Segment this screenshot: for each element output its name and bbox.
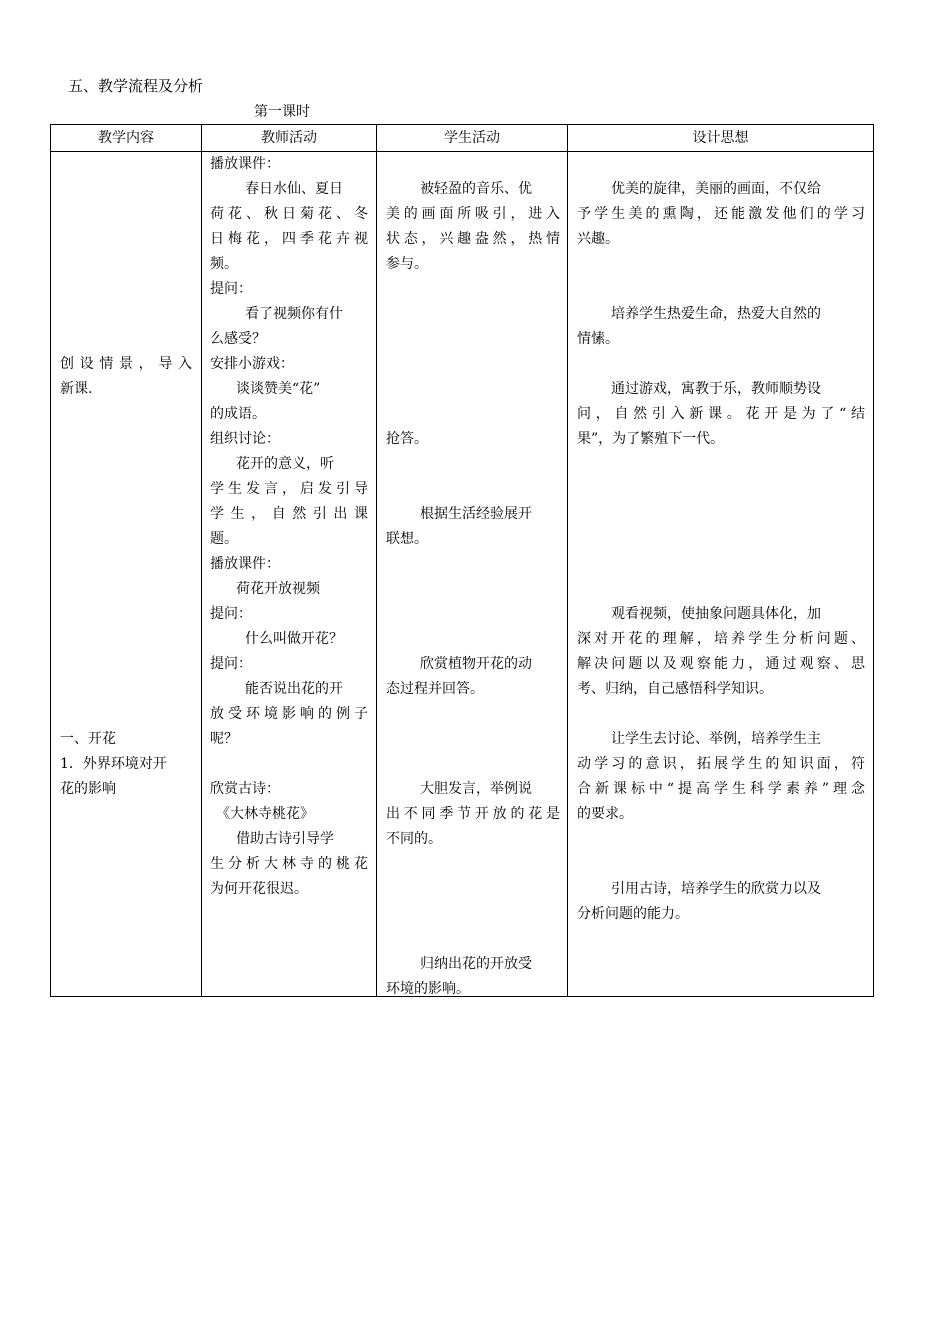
student-line: 态过程并回答。 xyxy=(386,681,484,697)
teacher-line: 呢？ xyxy=(210,731,238,747)
teacher-line: 日梅花，四季花卉视 xyxy=(210,231,368,247)
content-line: 1．外界环境对开 xyxy=(60,756,167,772)
column-divider xyxy=(567,125,568,996)
teacher-line: 春日水仙、夏日 xyxy=(245,181,343,197)
content-line: 一、开花 xyxy=(60,731,116,747)
teacher-line: 频。 xyxy=(210,256,238,272)
design-line: 通过游戏，寓教于乐，教师顺势设 xyxy=(611,381,821,397)
content-line: 新课. xyxy=(60,381,93,397)
student-line: 联想。 xyxy=(386,531,428,547)
student-line: 参与。 xyxy=(386,256,428,272)
teacher-line: 安排小游戏： xyxy=(210,356,294,372)
design-line: 优美的旋律，美丽的画面，不仅给 xyxy=(611,181,821,197)
lesson-table xyxy=(50,124,874,997)
section-title: 五、教学流程及分析 xyxy=(68,77,204,95)
teacher-line: 看了视频你有什 xyxy=(245,306,343,322)
teacher-line: 花开的意义，听 xyxy=(236,456,334,472)
teacher-line: 能否说出花的开 xyxy=(245,681,343,697)
teacher-line: 学生，自然引出课 xyxy=(210,506,368,522)
header-content: 教学内容 xyxy=(98,130,154,146)
student-line: 大胆发言，举例说 xyxy=(420,781,532,797)
design-line: 考、归纳，自己感悟科学知识。 xyxy=(577,681,773,697)
design-line: 动学习的意识，拓展学生的知识面，符 xyxy=(577,756,865,772)
teacher-line: 的成语。 xyxy=(210,406,266,422)
content-column xyxy=(60,152,192,996)
student-line: 不同的。 xyxy=(386,831,442,847)
teacher-line: 荷花开放视频 xyxy=(236,581,320,597)
teacher-line: 播放课件： xyxy=(210,156,280,172)
student-line: 状态，兴趣盎然，热情 xyxy=(386,231,560,247)
design-line: 解决问题以及观察能力，通过观察、思 xyxy=(577,656,865,672)
content-line: 花的影响 xyxy=(60,781,116,797)
teacher-line: 《大林寺桃花》 xyxy=(216,806,314,822)
student-line: 根据生活经验展开 xyxy=(420,506,532,522)
teacher-line: 么感受？ xyxy=(210,331,266,347)
design-line: 观看视频，使抽象问题具体化，加 xyxy=(611,606,821,622)
design-line: 的要求。 xyxy=(577,806,633,822)
design-line: 情愫。 xyxy=(577,331,619,347)
design-column xyxy=(577,152,865,996)
design-line: 兴趣。 xyxy=(577,231,619,247)
header-student: 学生活动 xyxy=(444,130,500,146)
content-line: 创设情景，导入 xyxy=(60,356,192,372)
design-line: 合新课标中“提高学生科学素养”理念 xyxy=(577,781,865,797)
design-line: 问，自然引入新课。花开是为了“结 xyxy=(577,406,865,422)
student-line: 归纳出花的开放受 xyxy=(420,956,532,972)
teacher-line: 学生发言，启发引导 xyxy=(210,481,368,497)
teacher-column xyxy=(210,152,368,996)
teacher-line: 什么叫做开花？ xyxy=(245,631,343,647)
column-divider xyxy=(376,125,377,996)
design-line: 深对开花的理解，培养学生分析问题、 xyxy=(577,631,865,647)
teacher-line: 谈谈赞美“花” xyxy=(236,381,321,397)
student-line: 美的画面所吸引，进入 xyxy=(386,206,560,222)
teacher-line: 欣赏古诗： xyxy=(210,781,280,797)
design-line: 培养学生热爱生命，热爱大自然的 xyxy=(611,306,821,322)
header-teacher: 教师活动 xyxy=(261,130,317,146)
design-line: 予学生美的熏陶，还能激发他们的学习 xyxy=(577,206,865,222)
teacher-line: 组织讨论： xyxy=(210,431,280,447)
teacher-line: 提问： xyxy=(210,606,252,622)
teacher-line: 提问： xyxy=(210,281,252,297)
teacher-line: 放受环境影响的例子 xyxy=(210,706,368,722)
teacher-line: 提问： xyxy=(210,656,252,672)
design-line: 分析问题的能力。 xyxy=(577,906,689,922)
column-divider xyxy=(201,125,202,996)
student-column xyxy=(386,152,560,996)
student-line: 欣赏植物开花的动 xyxy=(420,656,532,672)
student-line: 出不同季节开放的花是 xyxy=(386,806,560,822)
teacher-line: 题。 xyxy=(210,531,238,547)
header-design: 设计思想 xyxy=(692,130,749,146)
student-line: 被轻盈的音乐、优 xyxy=(420,181,532,197)
design-line: 引用古诗，培养学生的欣赏力以及 xyxy=(611,881,821,897)
teacher-line: 借助古诗引导学 xyxy=(236,831,334,847)
student-line: 抢答。 xyxy=(386,431,428,447)
design-line: 让学生去讨论、举例，培养学生主 xyxy=(611,731,821,747)
student-line: 环境的影响。 xyxy=(386,981,470,997)
design-line: 果”，为了繁殖下一代。 xyxy=(577,431,725,447)
teacher-line: 播放课件： xyxy=(210,556,280,572)
lesson-label: 第一课时 xyxy=(254,104,310,120)
teacher-line: 荷花、秋日菊花、冬 xyxy=(210,206,368,222)
teacher-line: 生分析大林寺的桃花 xyxy=(210,856,368,872)
teacher-line: 为何开花很迟。 xyxy=(210,881,308,897)
